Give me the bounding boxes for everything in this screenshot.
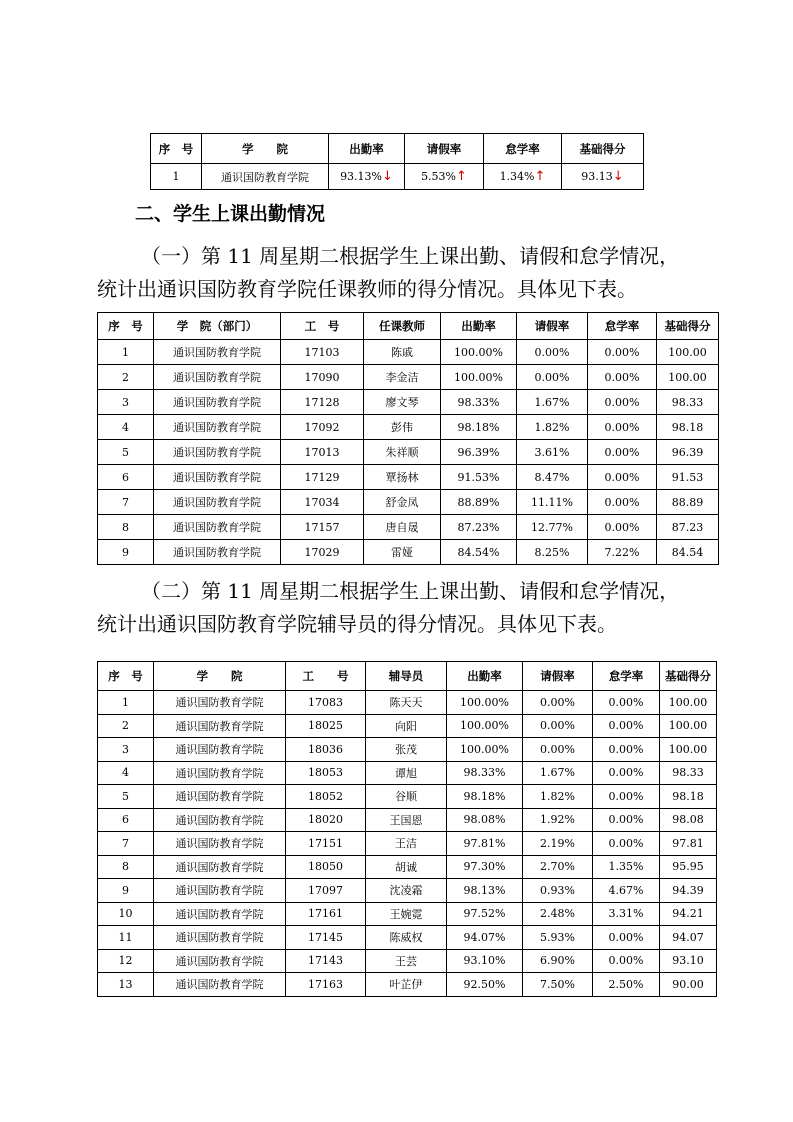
cell-leave: 2.70% bbox=[523, 855, 593, 879]
cell-name: 舒金凤 bbox=[364, 490, 441, 515]
cell-name: 唐自晟 bbox=[364, 515, 441, 540]
cell-leave: 2.48% bbox=[523, 902, 593, 926]
table-row bbox=[98, 832, 717, 856]
cell-no: 1 bbox=[98, 340, 154, 365]
teacher-table bbox=[97, 312, 719, 565]
cell-no: 3 bbox=[98, 738, 154, 762]
cell-name: 朱祥顺 bbox=[364, 440, 441, 465]
cell-no: 11 bbox=[98, 926, 154, 950]
cell-college: 通识国防教育学院 bbox=[154, 973, 286, 997]
cell-attendance: 92.50% bbox=[447, 973, 523, 997]
cell-attendance: 98.13% bbox=[447, 879, 523, 903]
cell-attendance: 98.18% bbox=[447, 785, 523, 809]
cell-truancy: 0.00% bbox=[593, 785, 660, 809]
table-row bbox=[98, 808, 717, 832]
cell-id: 17161 bbox=[286, 902, 366, 926]
cell-score: 96.39 bbox=[657, 440, 719, 465]
summary-header-row bbox=[151, 134, 644, 164]
summary-truancy-cell bbox=[484, 164, 562, 190]
cell-leave: 7.50% bbox=[523, 973, 593, 997]
cell-college: 通识国防教育学院 bbox=[154, 465, 281, 490]
cell-name: 陈天天 bbox=[366, 691, 447, 715]
cell-name: 王婉霓 bbox=[366, 902, 447, 926]
cell-leave: 1.82% bbox=[517, 415, 588, 440]
cell-leave: 8.47% bbox=[517, 465, 588, 490]
cell-score: 98.33 bbox=[657, 390, 719, 415]
cell-college: 通识国防教育学院 bbox=[154, 540, 281, 565]
table-row bbox=[98, 902, 717, 926]
counselor-header-leave: 请假率 bbox=[523, 662, 593, 691]
cell-id: 18050 bbox=[286, 855, 366, 879]
cell-score: 94.39 bbox=[660, 879, 717, 903]
teacher-header-truancy: 怠学率 bbox=[588, 313, 657, 340]
cell-no: 2 bbox=[98, 714, 154, 738]
cell-name: 廖文琴 bbox=[364, 390, 441, 415]
table-row bbox=[98, 340, 719, 365]
cell-id: 17013 bbox=[281, 440, 364, 465]
cell-attendance: 100.00% bbox=[447, 738, 523, 762]
cell-college: 通识国防教育学院 bbox=[154, 365, 281, 390]
cell-score: 90.00 bbox=[660, 973, 717, 997]
cell-college: 通识国防教育学院 bbox=[154, 490, 281, 515]
cell-score: 84.54 bbox=[657, 540, 719, 565]
cell-no: 8 bbox=[98, 515, 154, 540]
cell-name: 覃扬林 bbox=[364, 465, 441, 490]
table-row bbox=[98, 415, 719, 440]
cell-college: 通识国防教育学院 bbox=[154, 949, 286, 973]
cell-attendance: 84.54% bbox=[441, 540, 517, 565]
cell-id: 17103 bbox=[281, 340, 364, 365]
cell-id: 18036 bbox=[286, 738, 366, 762]
cell-name: 叶芷伊 bbox=[366, 973, 447, 997]
cell-score: 100.00 bbox=[657, 365, 719, 390]
cell-leave: 3.61% bbox=[517, 440, 588, 465]
cell-id: 18025 bbox=[286, 714, 366, 738]
table-row bbox=[98, 540, 719, 565]
cell-attendance: 100.00% bbox=[441, 365, 517, 390]
summary-header-score: 基础得分 bbox=[562, 134, 644, 164]
paragraph-teachers bbox=[97, 240, 702, 306]
cell-truancy: 0.00% bbox=[588, 515, 657, 540]
cell-attendance: 98.33% bbox=[441, 390, 517, 415]
counselor-header-row bbox=[98, 662, 717, 691]
cell-leave: 0.00% bbox=[523, 738, 593, 762]
summary-leave-cell bbox=[405, 164, 484, 190]
summary-header-attendance: 出勤率 bbox=[329, 134, 405, 164]
cell-no: 10 bbox=[98, 902, 154, 926]
cell-score: 97.81 bbox=[660, 832, 717, 856]
cell-no: 6 bbox=[98, 808, 154, 832]
cell-truancy: 0.00% bbox=[593, 738, 660, 762]
cell-leave: 1.92% bbox=[523, 808, 593, 832]
cell-college: 通识国防教育学院 bbox=[154, 808, 286, 832]
cell-no: 3 bbox=[98, 390, 154, 415]
cell-truancy: 4.67% bbox=[593, 879, 660, 903]
cell-attendance: 88.89% bbox=[441, 490, 517, 515]
cell-id: 17083 bbox=[286, 691, 366, 715]
cell-truancy: 0.00% bbox=[593, 691, 660, 715]
summary-attendance: 93.13% bbox=[340, 170, 383, 183]
cell-name: 张茂 bbox=[366, 738, 447, 762]
cell-name: 雷娅 bbox=[364, 540, 441, 565]
summary-header-no: 序 号 bbox=[151, 134, 202, 164]
cell-truancy: 0.00% bbox=[593, 761, 660, 785]
cell-truancy: 0.00% bbox=[588, 415, 657, 440]
cell-name: 谭旭 bbox=[366, 761, 447, 785]
cell-no: 4 bbox=[98, 415, 154, 440]
cell-attendance: 87.23% bbox=[441, 515, 517, 540]
cell-truancy: 2.50% bbox=[593, 973, 660, 997]
table-row bbox=[98, 973, 717, 997]
cell-truancy: 0.00% bbox=[588, 465, 657, 490]
table-row bbox=[98, 949, 717, 973]
cell-attendance: 91.53% bbox=[441, 465, 517, 490]
cell-leave: 0.00% bbox=[523, 691, 593, 715]
teacher-header-leave: 请假率 bbox=[517, 313, 588, 340]
cell-leave: 6.90% bbox=[523, 949, 593, 973]
summary-leave: 5.53% bbox=[421, 170, 457, 183]
cell-name: 王洁 bbox=[366, 832, 447, 856]
cell-no: 1 bbox=[98, 691, 154, 715]
counselor-header-college: 学 院 bbox=[154, 662, 286, 691]
cell-college: 通识国防教育学院 bbox=[154, 415, 281, 440]
cell-score: 98.18 bbox=[657, 415, 719, 440]
cell-score: 94.07 bbox=[660, 926, 717, 950]
cell-truancy: 3.31% bbox=[593, 902, 660, 926]
cell-attendance: 100.00% bbox=[441, 340, 517, 365]
paragraph-counselors-line1: （二）第 11 周星期二根据学生上课出勤、请假和怠学情况， bbox=[141, 579, 680, 603]
down-arrow-icon: ↓ bbox=[382, 169, 393, 184]
table-row bbox=[98, 926, 717, 950]
teacher-header-attendance: 出勤率 bbox=[441, 313, 517, 340]
cell-attendance: 98.33% bbox=[447, 761, 523, 785]
cell-name: 彭伟 bbox=[364, 415, 441, 440]
cell-no: 4 bbox=[98, 761, 154, 785]
cell-id: 17097 bbox=[286, 879, 366, 903]
cell-attendance: 94.07% bbox=[447, 926, 523, 950]
cell-college: 通识国防教育学院 bbox=[154, 785, 286, 809]
cell-id: 18053 bbox=[286, 761, 366, 785]
cell-attendance: 97.81% bbox=[447, 832, 523, 856]
cell-id: 17163 bbox=[286, 973, 366, 997]
cell-score: 98.08 bbox=[660, 808, 717, 832]
counselor-header-attendance: 出勤率 bbox=[447, 662, 523, 691]
cell-id: 17145 bbox=[286, 926, 366, 950]
table-row bbox=[98, 691, 717, 715]
table-row bbox=[98, 440, 719, 465]
cell-leave: 0.00% bbox=[523, 714, 593, 738]
summary-score: 93.13 bbox=[581, 170, 613, 183]
cell-college: 通识国防教育学院 bbox=[154, 926, 286, 950]
cell-score: 100.00 bbox=[660, 714, 717, 738]
up-arrow-icon: ↑ bbox=[456, 169, 467, 184]
cell-attendance: 100.00% bbox=[447, 714, 523, 738]
cell-name: 李金洁 bbox=[364, 365, 441, 390]
cell-name: 向阳 bbox=[366, 714, 447, 738]
cell-truancy: 0.00% bbox=[593, 949, 660, 973]
cell-score: 88.89 bbox=[657, 490, 719, 515]
cell-leave: 11.11% bbox=[517, 490, 588, 515]
cell-college: 通识国防教育学院 bbox=[154, 761, 286, 785]
summary-header-college: 学 院 bbox=[202, 134, 329, 164]
cell-no: 5 bbox=[98, 785, 154, 809]
cell-name: 胡诚 bbox=[366, 855, 447, 879]
summary-header-truancy: 怠学率 bbox=[484, 134, 562, 164]
cell-no: 5 bbox=[98, 440, 154, 465]
cell-no: 7 bbox=[98, 832, 154, 856]
cell-score: 100.00 bbox=[660, 738, 717, 762]
cell-attendance: 100.00% bbox=[447, 691, 523, 715]
cell-truancy: 0.00% bbox=[593, 714, 660, 738]
up-arrow-icon: ↑ bbox=[534, 169, 546, 184]
cell-name: 谷顺 bbox=[366, 785, 447, 809]
cell-id: 17151 bbox=[286, 832, 366, 856]
cell-college: 通识国防教育学院 bbox=[154, 879, 286, 903]
table-row bbox=[98, 714, 717, 738]
cell-no: 7 bbox=[98, 490, 154, 515]
cell-leave: 1.82% bbox=[523, 785, 593, 809]
summary-header-leave: 请假率 bbox=[405, 134, 484, 164]
section-heading: 二、学生上课出勤情况 bbox=[135, 203, 326, 225]
cell-name: 沈凌霜 bbox=[366, 879, 447, 903]
cell-no: 2 bbox=[98, 365, 154, 390]
down-arrow-icon: ↓ bbox=[612, 169, 624, 184]
counselor-header-counselor: 辅导员 bbox=[366, 662, 447, 691]
cell-attendance: 98.18% bbox=[441, 415, 517, 440]
teacher-header-no: 序 号 bbox=[98, 313, 154, 340]
cell-truancy: 0.00% bbox=[593, 808, 660, 832]
cell-truancy: 0.00% bbox=[593, 832, 660, 856]
cell-truancy: 1.35% bbox=[593, 855, 660, 879]
cell-id: 17090 bbox=[281, 365, 364, 390]
cell-id: 18052 bbox=[286, 785, 366, 809]
cell-no: 12 bbox=[98, 949, 154, 973]
summary-score-cell bbox=[562, 164, 644, 190]
cell-attendance: 93.10% bbox=[447, 949, 523, 973]
cell-no: 9 bbox=[98, 879, 154, 903]
summary-truancy: 1.34% bbox=[499, 170, 535, 183]
cell-attendance: 98.08% bbox=[447, 808, 523, 832]
cell-score: 93.10 bbox=[660, 949, 717, 973]
teacher-header-teacher: 任课教师 bbox=[364, 313, 441, 340]
paragraph-counselors bbox=[97, 575, 702, 641]
cell-score: 98.33 bbox=[660, 761, 717, 785]
cell-truancy: 0.00% bbox=[588, 365, 657, 390]
table-row bbox=[98, 761, 717, 785]
summary-table bbox=[150, 133, 644, 190]
cell-no: 9 bbox=[98, 540, 154, 565]
cell-leave: 1.67% bbox=[517, 390, 588, 415]
cell-attendance: 96.39% bbox=[441, 440, 517, 465]
teacher-header-score: 基础得分 bbox=[657, 313, 719, 340]
cell-leave: 1.67% bbox=[523, 761, 593, 785]
cell-truancy: 7.22% bbox=[588, 540, 657, 565]
cell-score: 87.23 bbox=[657, 515, 719, 540]
cell-college: 通识国防教育学院 bbox=[154, 390, 281, 415]
cell-id: 17029 bbox=[281, 540, 364, 565]
cell-leave: 0.00% bbox=[517, 340, 588, 365]
summary-attendance-cell bbox=[329, 164, 405, 190]
cell-no: 6 bbox=[98, 465, 154, 490]
table-row bbox=[98, 365, 719, 390]
counselor-header-truancy: 怠学率 bbox=[593, 662, 660, 691]
cell-leave: 12.77% bbox=[517, 515, 588, 540]
cell-truancy: 0.00% bbox=[588, 490, 657, 515]
cell-score: 100.00 bbox=[660, 691, 717, 715]
cell-id: 17143 bbox=[286, 949, 366, 973]
cell-no: 8 bbox=[98, 855, 154, 879]
cell-score: 94.21 bbox=[660, 902, 717, 926]
cell-score: 100.00 bbox=[657, 340, 719, 365]
cell-college: 通识国防教育学院 bbox=[154, 515, 281, 540]
cell-college: 通识国防教育学院 bbox=[154, 738, 286, 762]
cell-truancy: 0.00% bbox=[588, 440, 657, 465]
cell-attendance: 97.52% bbox=[447, 902, 523, 926]
cell-leave: 0.93% bbox=[523, 879, 593, 903]
teacher-header-college: 学 院（部门） bbox=[154, 313, 281, 340]
paragraph-teachers-line1: （一）第 11 周星期二根据学生上课出勤、请假和怠学情况， bbox=[141, 244, 680, 268]
table-row bbox=[98, 390, 719, 415]
cell-college: 通识国防教育学院 bbox=[154, 340, 281, 365]
table-row bbox=[98, 879, 717, 903]
table-row bbox=[98, 855, 717, 879]
cell-id: 17129 bbox=[281, 465, 364, 490]
cell-score: 95.95 bbox=[660, 855, 717, 879]
cell-id: 17128 bbox=[281, 390, 364, 415]
cell-name: 陈戚 bbox=[364, 340, 441, 365]
cell-id: 17034 bbox=[281, 490, 364, 515]
cell-score: 91.53 bbox=[657, 465, 719, 490]
cell-name: 王国恩 bbox=[366, 808, 447, 832]
cell-no: 13 bbox=[98, 973, 154, 997]
counselor-table bbox=[97, 661, 717, 997]
table-row bbox=[98, 490, 719, 515]
paragraph-counselors-line2: 统计出通识国防教育学院辅导员的得分情况。具体见下表。 bbox=[97, 612, 617, 636]
counselor-header-score: 基础得分 bbox=[660, 662, 717, 691]
summary-college: 通识国防教育学院 bbox=[202, 164, 329, 190]
cell-id: 17157 bbox=[281, 515, 364, 540]
cell-college: 通识国防教育学院 bbox=[154, 832, 286, 856]
table-row bbox=[98, 785, 717, 809]
counselor-header-id: 工 号 bbox=[286, 662, 366, 691]
cell-leave: 8.25% bbox=[517, 540, 588, 565]
teacher-header-id: 工 号 bbox=[281, 313, 364, 340]
cell-score: 98.18 bbox=[660, 785, 717, 809]
table-row bbox=[98, 465, 719, 490]
cell-attendance: 97.30% bbox=[447, 855, 523, 879]
cell-leave: 5.93% bbox=[523, 926, 593, 950]
cell-college: 通识国防教育学院 bbox=[154, 855, 286, 879]
cell-college: 通识国防教育学院 bbox=[154, 714, 286, 738]
summary-row bbox=[151, 164, 644, 190]
cell-college: 通识国防教育学院 bbox=[154, 691, 286, 715]
cell-id: 18020 bbox=[286, 808, 366, 832]
cell-name: 王芸 bbox=[366, 949, 447, 973]
cell-leave: 2.19% bbox=[523, 832, 593, 856]
cell-truancy: 0.00% bbox=[593, 926, 660, 950]
summary-no: 1 bbox=[151, 164, 202, 190]
counselor-header-no: 序 号 bbox=[98, 662, 154, 691]
cell-truancy: 0.00% bbox=[588, 340, 657, 365]
cell-truancy: 0.00% bbox=[588, 390, 657, 415]
cell-college: 通识国防教育学院 bbox=[154, 440, 281, 465]
table-row bbox=[98, 738, 717, 762]
teacher-header-row bbox=[98, 313, 719, 340]
cell-id: 17092 bbox=[281, 415, 364, 440]
cell-college: 通识国防教育学院 bbox=[154, 902, 286, 926]
table-row bbox=[98, 515, 719, 540]
cell-name: 陈威权 bbox=[366, 926, 447, 950]
cell-leave: 0.00% bbox=[517, 365, 588, 390]
paragraph-teachers-line2: 统计出通识国防教育学院任课教师的得分情况。具体见下表。 bbox=[97, 277, 637, 301]
